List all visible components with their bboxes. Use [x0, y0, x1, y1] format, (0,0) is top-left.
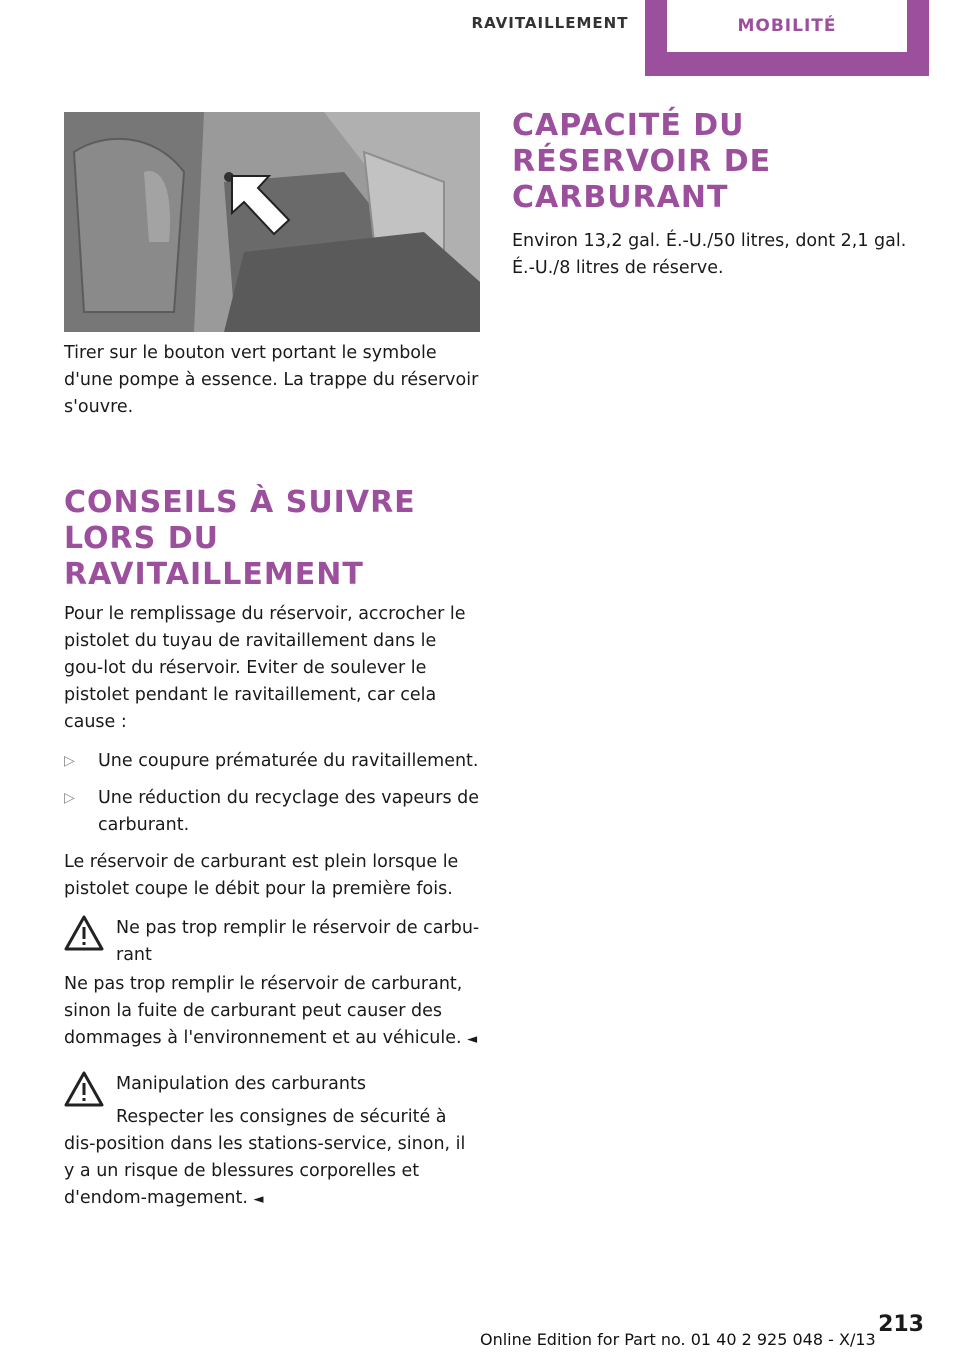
running-header-section: RAVITAILLEMENT	[471, 14, 629, 32]
page-number: 213	[878, 1312, 924, 1337]
photo-caption: Tirer sur le bouton vert portant le symbole d'une pompe à essence. La trappe du réservoir s'ouvre.	[64, 343, 479, 417]
warning-overfill	[64, 915, 480, 969]
list-item-text: Une coupure prématurée du ravitaillement.	[98, 751, 479, 771]
warning-overfill-title: Ne pas trop remplir le réservoir de carbu-rant	[116, 918, 480, 965]
tank-capacity-text: Environ 13,2 gal. É.-U./50 litres, dont 2,1 gal. É.-U./8 litres de réserve.	[512, 231, 907, 278]
triangle-right-icon: ▷	[64, 790, 75, 806]
end-marker: ◄	[253, 1192, 264, 1207]
footer-edition: Online Edition for Part no. 01 40 2 925 048 - X/13	[480, 1330, 876, 1349]
full-tank-paragraph: Le réservoir de carburant est plein lorsque le pistolet coupe le débit pour la première fois.	[64, 852, 459, 899]
list-item	[64, 785, 480, 839]
warning-overfill-body: Ne pas trop remplir le réservoir de carburant, sinon la fuite de carburant peut causer des dommages à l'environnement et au véhicule.	[64, 974, 463, 1048]
intro-paragraph: Pour le remplissage du réservoir, accrocher le pistolet du tuyau de ravitaillement dans le gou-lot du réservoir. Eviter de soulever le pistolet pendant le ravitaillement, car cela cause :	[64, 604, 466, 732]
chapter-tab-label: MOBILITÉ	[667, 0, 907, 52]
list-item	[64, 748, 480, 775]
section-heading-tank-capacity: CAPACITÉ DU RÉSERVOIR DE CARBURANT	[512, 108, 772, 215]
end-marker: ◄	[467, 1032, 478, 1047]
triangle-right-icon: ▷	[64, 753, 75, 769]
warning-handling-body: Respecter les consignes de sécurité à dis-position dans les stations-service, sinon, il y a un risque de blessures corporelles et d'endom-magement.	[64, 1107, 466, 1208]
list-item-text: Une réduction du recyclage des vapeurs de carburant.	[98, 788, 480, 835]
warning-triangle-icon	[64, 1071, 104, 1107]
warning-handling	[64, 1071, 480, 1098]
section-heading-refueling-tips: CONSEILS À SUIVRE LORS DU RAVITAILLEMENT	[64, 485, 416, 592]
warning-triangle-icon	[64, 915, 104, 951]
warning-handling-title: Manipulation des carburants	[116, 1074, 366, 1094]
trunk-fuel-button-photo	[64, 112, 480, 332]
chapter-tab	[645, 0, 929, 76]
